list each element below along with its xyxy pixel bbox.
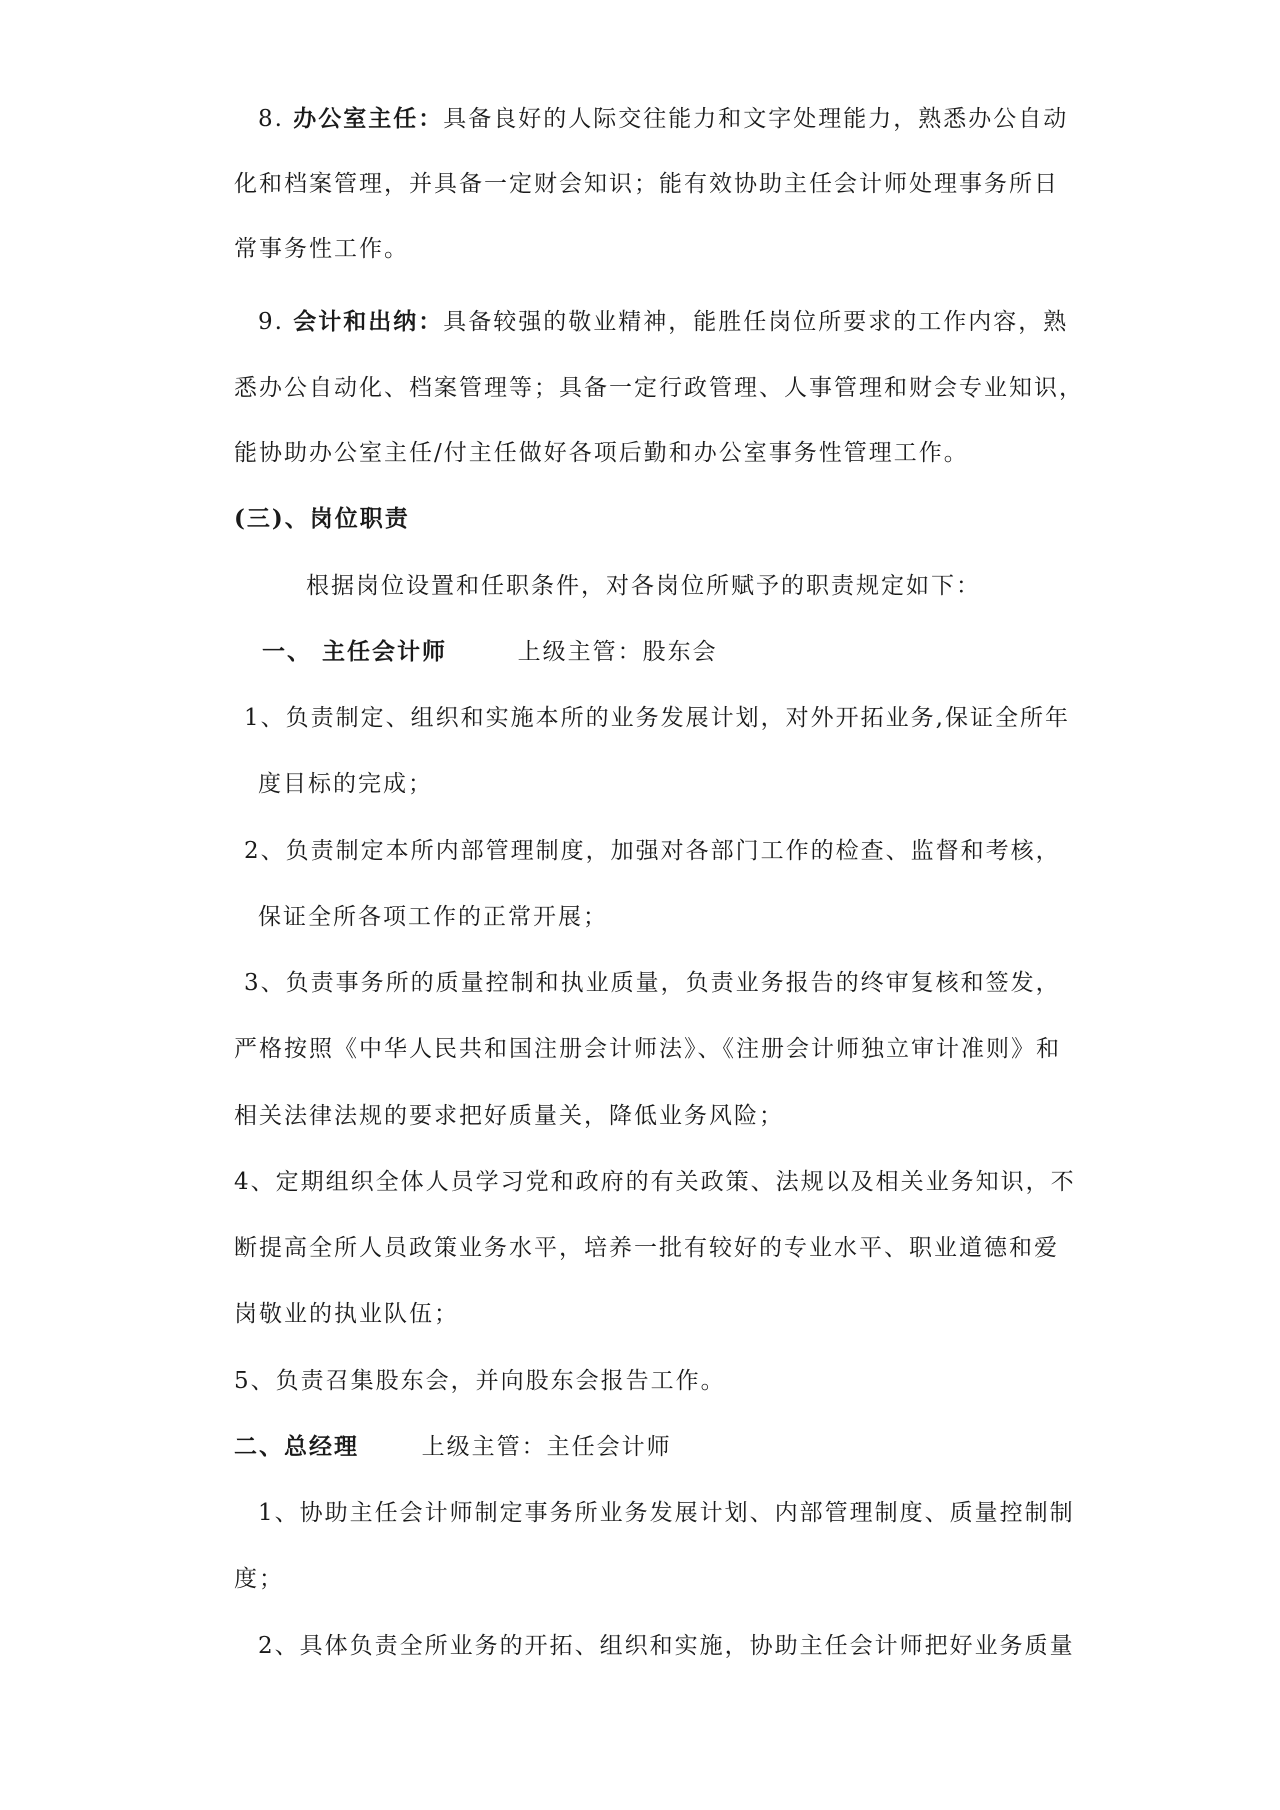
item-8-title: 办公室主任： — [293, 105, 444, 132]
role-2-title: 二、总经理 — [234, 1433, 359, 1460]
role-1-duty-3c: 相关法律法规的要求把好质量关，降低业务风险； — [234, 1103, 784, 1129]
section-heading: (三)、岗位职责 — [234, 505, 410, 532]
item-9-line-2: 悉办公自动化、档案管理等；具备一定行政管理、人事管理和财会专业知识， — [234, 375, 1084, 401]
role-1-duty-1b: 度目标的完成； — [258, 771, 433, 797]
role-1-duty-1a: 1、负责制定、组织和实施本所的业务发展计划，对外开拓业务,保证全所年 — [244, 705, 1070, 731]
item-8-line-3: 常事务性工作。 — [234, 236, 409, 262]
role-2-duty-1b: 度； — [234, 1566, 284, 1592]
role-2-superior: 上级主管：主任会计师 — [421, 1434, 672, 1460]
item-9-line-3: 能协助办公室主任/付主任做好各项后勤和办公室事务性管理工作。 — [234, 440, 969, 466]
item-8-line-1 — [258, 104, 1118, 134]
item-9-text-1: 具备较强的敬业精神，能胜任岗位所要求的工作内容，熟 — [443, 309, 1069, 335]
item-8-line-2: 化和档案管理，并具备一定财会知识；能有效协助主任会计师处理事务所日 — [234, 171, 1059, 197]
role-1-duty-4c: 岗敬业的执业队伍； — [234, 1301, 459, 1327]
role-1-header — [262, 637, 1122, 667]
section-intro: 根据岗位设置和任职条件，对各岗位所赋予的职责规定如下： — [306, 573, 981, 599]
item-9-number: 9. — [258, 309, 284, 335]
role-1-duty-2b: 保证全所各项工作的正常开展； — [258, 904, 608, 930]
role-1-duty-4b: 断提高全所人员政策业务水平，培养一批有较好的专业水平、职业道德和爱 — [234, 1235, 1059, 1261]
role-1-title: 一、 主任会计师 — [262, 638, 448, 665]
item-9-title: 会计和出纳： — [293, 308, 444, 335]
role-1-duty-3a: 3、负责事务所的质量控制和执业质量，负责业务报告的终审复核和签发， — [244, 970, 1061, 996]
role-1-duty-2a: 2、负责制定本所内部管理制度，加强对各部门工作的检查、监督和考核， — [244, 838, 1061, 864]
role-1-duty-3b: 严格按照《中华人民共和国注册会计师法》、《注册会计师独立审计准则》和 — [234, 1036, 1061, 1062]
item-8-number: 8. — [258, 106, 284, 132]
role-1-duty-5: 5、负责召集股东会，并向股东会报告工作。 — [234, 1368, 726, 1394]
item-9-line-1 — [258, 307, 1118, 337]
role-1-superior: 上级主管：股东会 — [517, 639, 718, 665]
role-1-duty-4a: 4、定期组织全体人员学习党和政府的有关政策、法规以及相关业务知识，不 — [234, 1169, 1076, 1195]
role-2-duty-1a: 1、协助主任会计师制定事务所业务发展计划、内部管理制度、质量控制制 — [258, 1500, 1075, 1526]
role-2-header — [234, 1432, 1094, 1462]
role-2-duty-2a: 2、具体负责全所业务的开拓、组织和实施，协助主任会计师把好业务质量 — [258, 1633, 1075, 1659]
item-8-text-1: 具备良好的人际交往能力和文字处理能力，熟悉办公自动 — [443, 106, 1069, 132]
